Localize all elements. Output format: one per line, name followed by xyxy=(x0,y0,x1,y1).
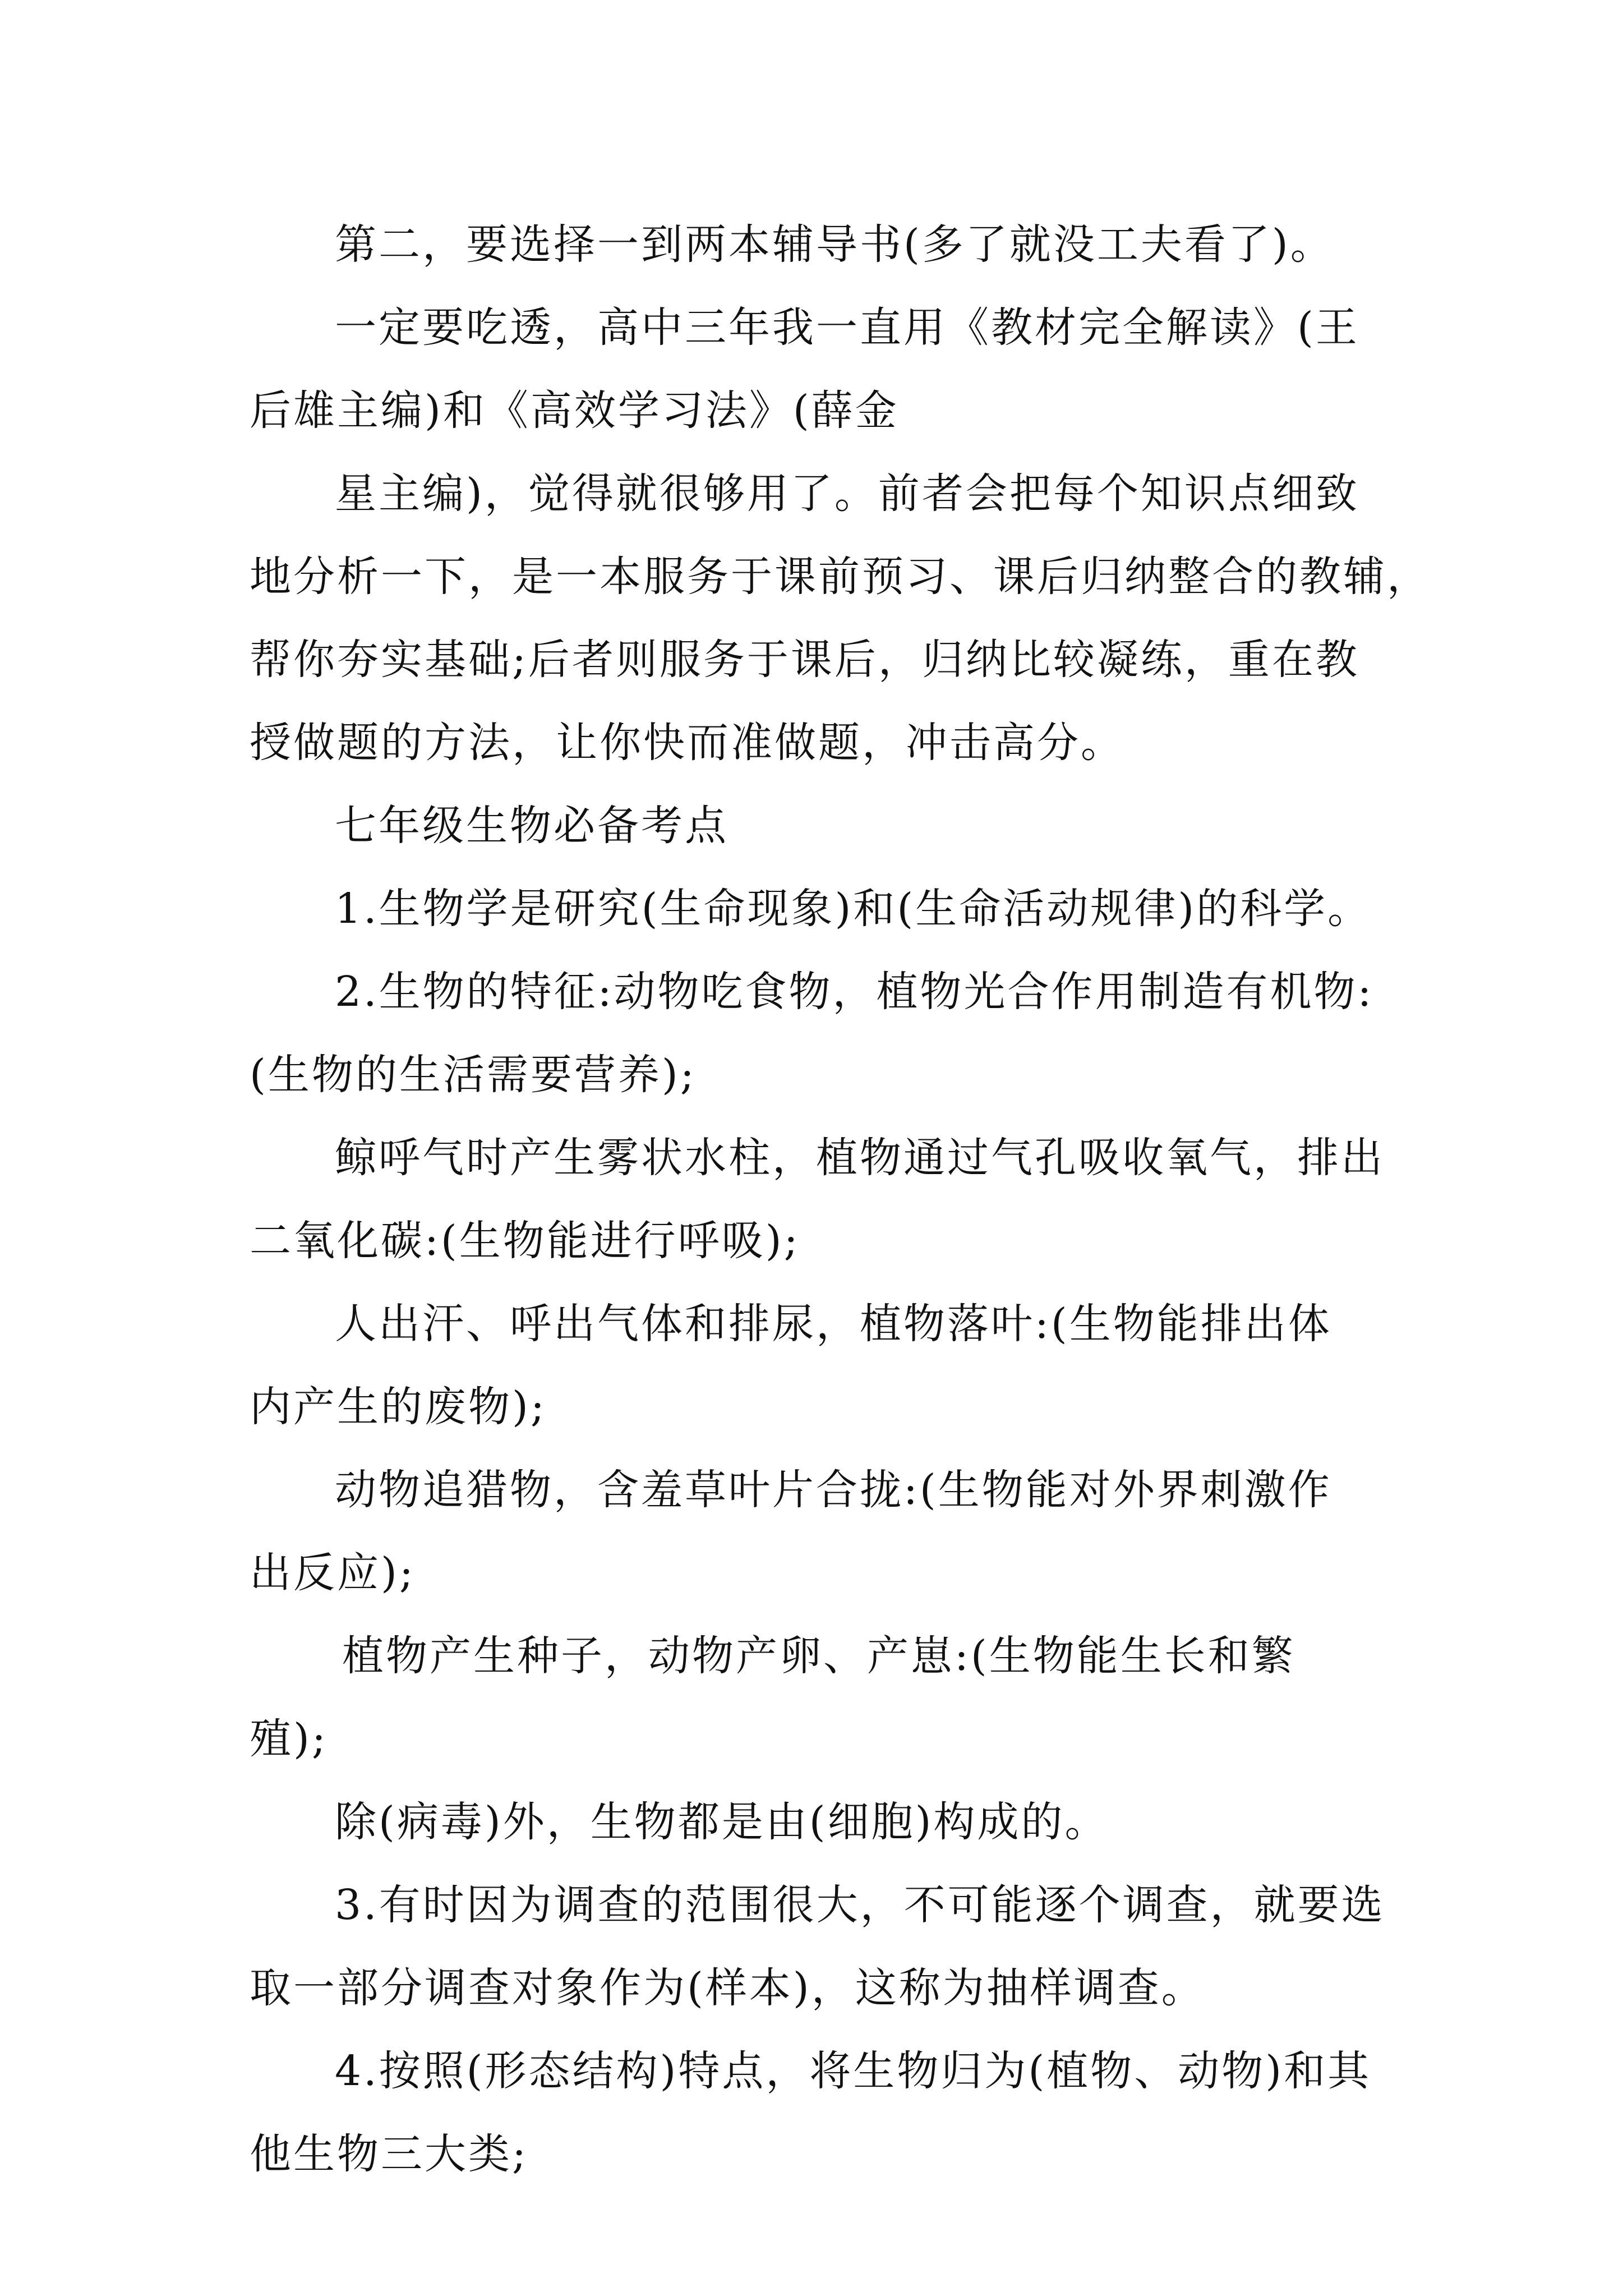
text-line: 动物追猎物，含羞草叶片合拢:(生物能对外界刺激作 xyxy=(335,1466,1332,1514)
text-line: 后雄主编)和《高效学习法》(薛金 xyxy=(250,386,899,435)
text-line: 取一部分调查对象作为(样本)，这称为抽样调查。 xyxy=(250,1964,1205,2012)
section-heading: 七年级生物必备考点 xyxy=(335,802,728,850)
text-line: 出反应); xyxy=(250,1549,416,1597)
text-line: 授做题的方法，让你快而准做题，冲击高分。 xyxy=(250,719,1124,767)
text-line: 除(病毒)外，生物都是由(细胞)构成的。 xyxy=(335,1798,1109,1846)
document-body xyxy=(250,203,1431,2196)
text-line: 一定要吃透，高中三年我一直用《教材完全解读》(王 xyxy=(335,303,1359,352)
text-line: (生物的生活需要营养); xyxy=(250,1051,697,1099)
text-line: 第二，要选择一到两本辅导书(多了就没工夫看了)。 xyxy=(335,220,1334,269)
text-line: 人出汗、呼出气体和排尿，植物落叶:(生物能排出体 xyxy=(335,1300,1332,1348)
text-line: 2.生物的特征:动物吃食物，植物光合作用制造有机物: xyxy=(335,968,1374,1016)
text-line: 1.生物学是研究(生命现象)和(生命活动规律)的科学。 xyxy=(335,885,1372,933)
text-line: 鲸呼气时产生雾状水柱，植物通过气孔吸收氧气，排出 xyxy=(335,1134,1385,1182)
text-line: 他生物三大类; xyxy=(250,2130,528,2178)
text-line: 地分析一下，是一本服务于课前预习、课后归纳整合的教辅， xyxy=(250,553,1431,601)
text-line: 星主编)，觉得就很够用了。前者会把每个知识点细致 xyxy=(335,470,1359,518)
text-line: 帮你夯实基础;后者则服务于课后，归纳比较凝练，重在教 xyxy=(250,636,1359,684)
text-line: 内产生的废物); xyxy=(250,1383,547,1431)
text-line: 二氧化碳:(生物能进行呼吸); xyxy=(250,1217,800,1265)
text-line: 3.有时因为调查的范围很大，不可能逐个调查，就要选 xyxy=(335,1881,1385,1929)
text-line: 植物产生种子，动物产卵、产崽:(生物能生长和繁 xyxy=(342,1632,1295,1680)
text-line: 殖); xyxy=(250,1715,328,1763)
text-line: 4.按照(形态结构)特点，将生物归为(植物、动物)和其 xyxy=(335,2047,1372,2095)
